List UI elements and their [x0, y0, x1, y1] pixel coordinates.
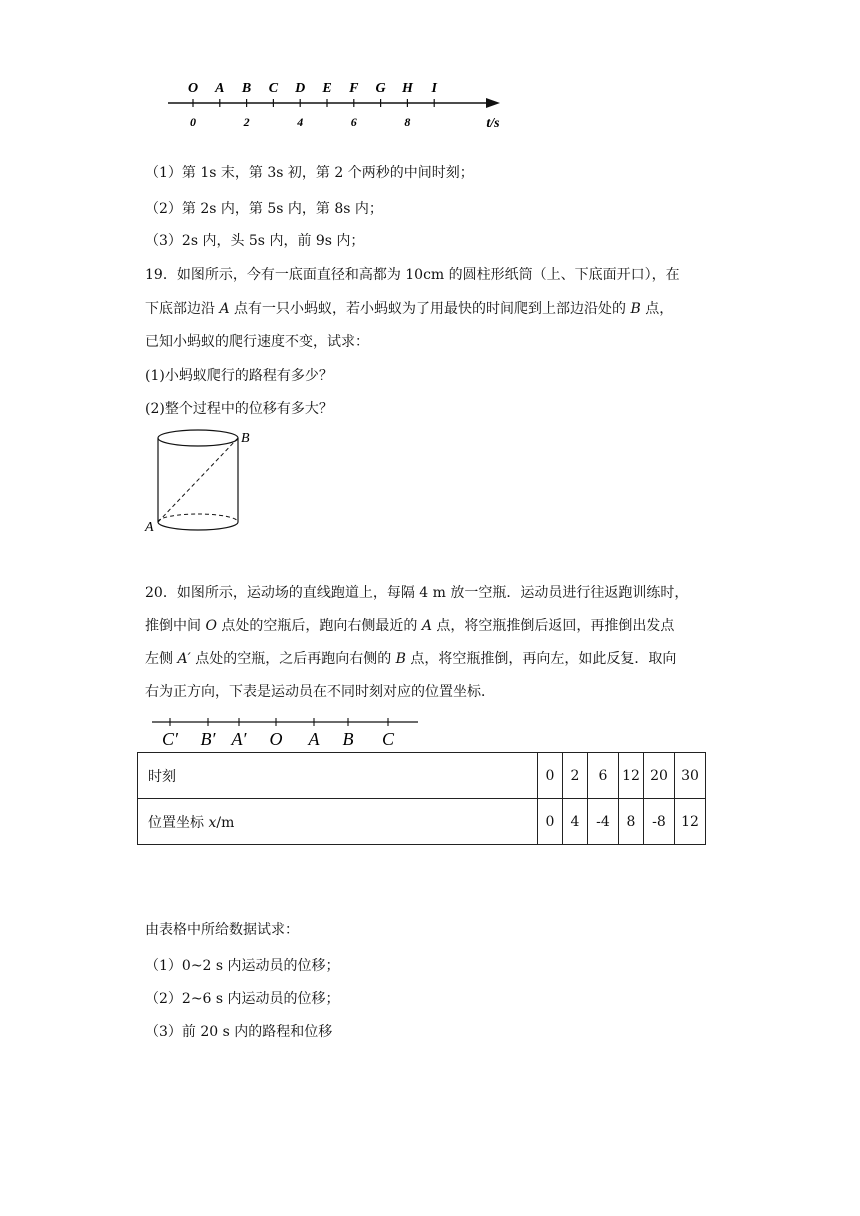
table-row-position — [138, 799, 706, 845]
timeline-tick-label: 8 — [404, 115, 411, 129]
table-cell: 8 — [619, 799, 644, 845]
table-row-time — [138, 753, 706, 799]
q18-item-2: （2）第 2s 内，第 5s 内，第 8s 内； — [145, 201, 383, 217]
timeline-point-label: B — [241, 81, 252, 96]
q19-line-1: 19．如图所示，今有一底面直径和高都为 10cm 的圆柱形纸筒（上、下底面开口），在 — [145, 267, 680, 283]
cylinder-label-b: B — [241, 431, 250, 446]
track-point-label: A — [308, 729, 320, 749]
timeline-point-label: I — [431, 81, 437, 96]
table-header-position: 位置坐标 x/m — [138, 799, 538, 845]
timeline-point-label: E — [322, 81, 332, 96]
table-cell: -4 — [588, 799, 619, 845]
q19-line-2: 下底部边沿 A 点有一只小蚂蚁，若小蚂蚁为了用最快的时间爬到上部边沿处的 B 点， — [145, 301, 674, 317]
timeline-point-label: A — [215, 81, 225, 96]
timeline-tick-label: 6 — [350, 115, 357, 129]
table-cell: 12 — [675, 799, 706, 845]
timeline-tick-label: 2 — [243, 115, 250, 129]
timeline-point-label: D — [295, 81, 306, 96]
timeline-figure — [160, 75, 510, 135]
table-cell: 0 — [538, 799, 563, 845]
q20-sub-2: （2）2~6 s 内运动员的位移； — [145, 991, 340, 1007]
cylinder-bottom-back — [158, 514, 238, 522]
timeline-point-label: H — [401, 81, 413, 96]
table-header-time: 时刻 — [138, 753, 538, 799]
cylinder-top-ellipse — [158, 430, 238, 446]
table-cell: 2 — [563, 753, 588, 799]
q20-line-3: 左侧 A′ 点处的空瓶，之后再跑向右侧的 B 点，将空瓶推倒，再向左，如此反复．取向 — [145, 651, 677, 667]
q19-line-3: 已知小蚂蚁的爬行速度不变，试求： — [145, 334, 369, 350]
timeline-point-label: G — [375, 81, 386, 96]
q20-line-4: 右为正方向，下表是运动员在不同时刻对应的位置坐标． — [145, 684, 495, 700]
table-cell: 12 — [619, 753, 644, 799]
q19-sub-1: (1)小蚂蚁爬行的路程有多少？ — [145, 368, 333, 384]
q20-sub-1: （1）0~2 s 内运动员的位移； — [145, 958, 340, 974]
timeline-point-label: O — [187, 81, 199, 96]
timeline-unit-label: t/s — [486, 116, 500, 131]
q20-line-1: 20．如图所示，运动场的直线跑道上，每隔 4 m 放一空瓶．运动员进行往返跑训练时， — [145, 585, 689, 601]
track-point-label: C — [381, 729, 395, 749]
position-table — [137, 752, 706, 845]
track-point-label: B — [342, 729, 354, 749]
timeline-tick-label: 0 — [190, 115, 196, 129]
table-cell: 4 — [563, 799, 588, 845]
track-point-label: A′ — [231, 729, 247, 749]
cylinder-label-a: A — [145, 520, 154, 535]
timeline-tick-label: 4 — [297, 115, 304, 129]
timeline-point-label: C — [268, 81, 279, 96]
table-cell: 0 — [538, 753, 563, 799]
q20-sub-3: （3）前 20 s 内的路程和位移 — [145, 1024, 333, 1040]
q18-item-3: （3）2s 内，头 5s 内，前 9s 内； — [145, 233, 365, 249]
track-point-label: B′ — [200, 729, 216, 749]
cylinder-figure — [140, 425, 260, 537]
track-point-label: C′ — [162, 729, 178, 749]
table-cell: -8 — [644, 799, 675, 845]
table-cell: 6 — [588, 753, 619, 799]
cylinder-bottom-front — [158, 522, 238, 530]
cylinder-diagonal-path — [158, 438, 238, 522]
track-axis-figure — [150, 712, 425, 752]
q18-item-1: （1）第 1s 末，第 3s 初，第 2 个两秒的中间时刻； — [145, 165, 474, 181]
timeline-point-label: F — [349, 81, 359, 96]
q19-sub-2: (2)整个过程中的位移有多大？ — [145, 401, 333, 417]
table-cell: 20 — [644, 753, 675, 799]
q20-ask: 由表格中所给数据试求： — [145, 922, 299, 938]
q20-line-2: 推倒中间 O 点处的空瓶后，跑向右侧最近的 A 点，将空瓶推倒后返回，再推倒出发点 — [145, 618, 675, 634]
timeline-arrowhead — [486, 98, 500, 108]
table-cell: 30 — [675, 753, 706, 799]
track-point-label: O — [269, 729, 283, 749]
